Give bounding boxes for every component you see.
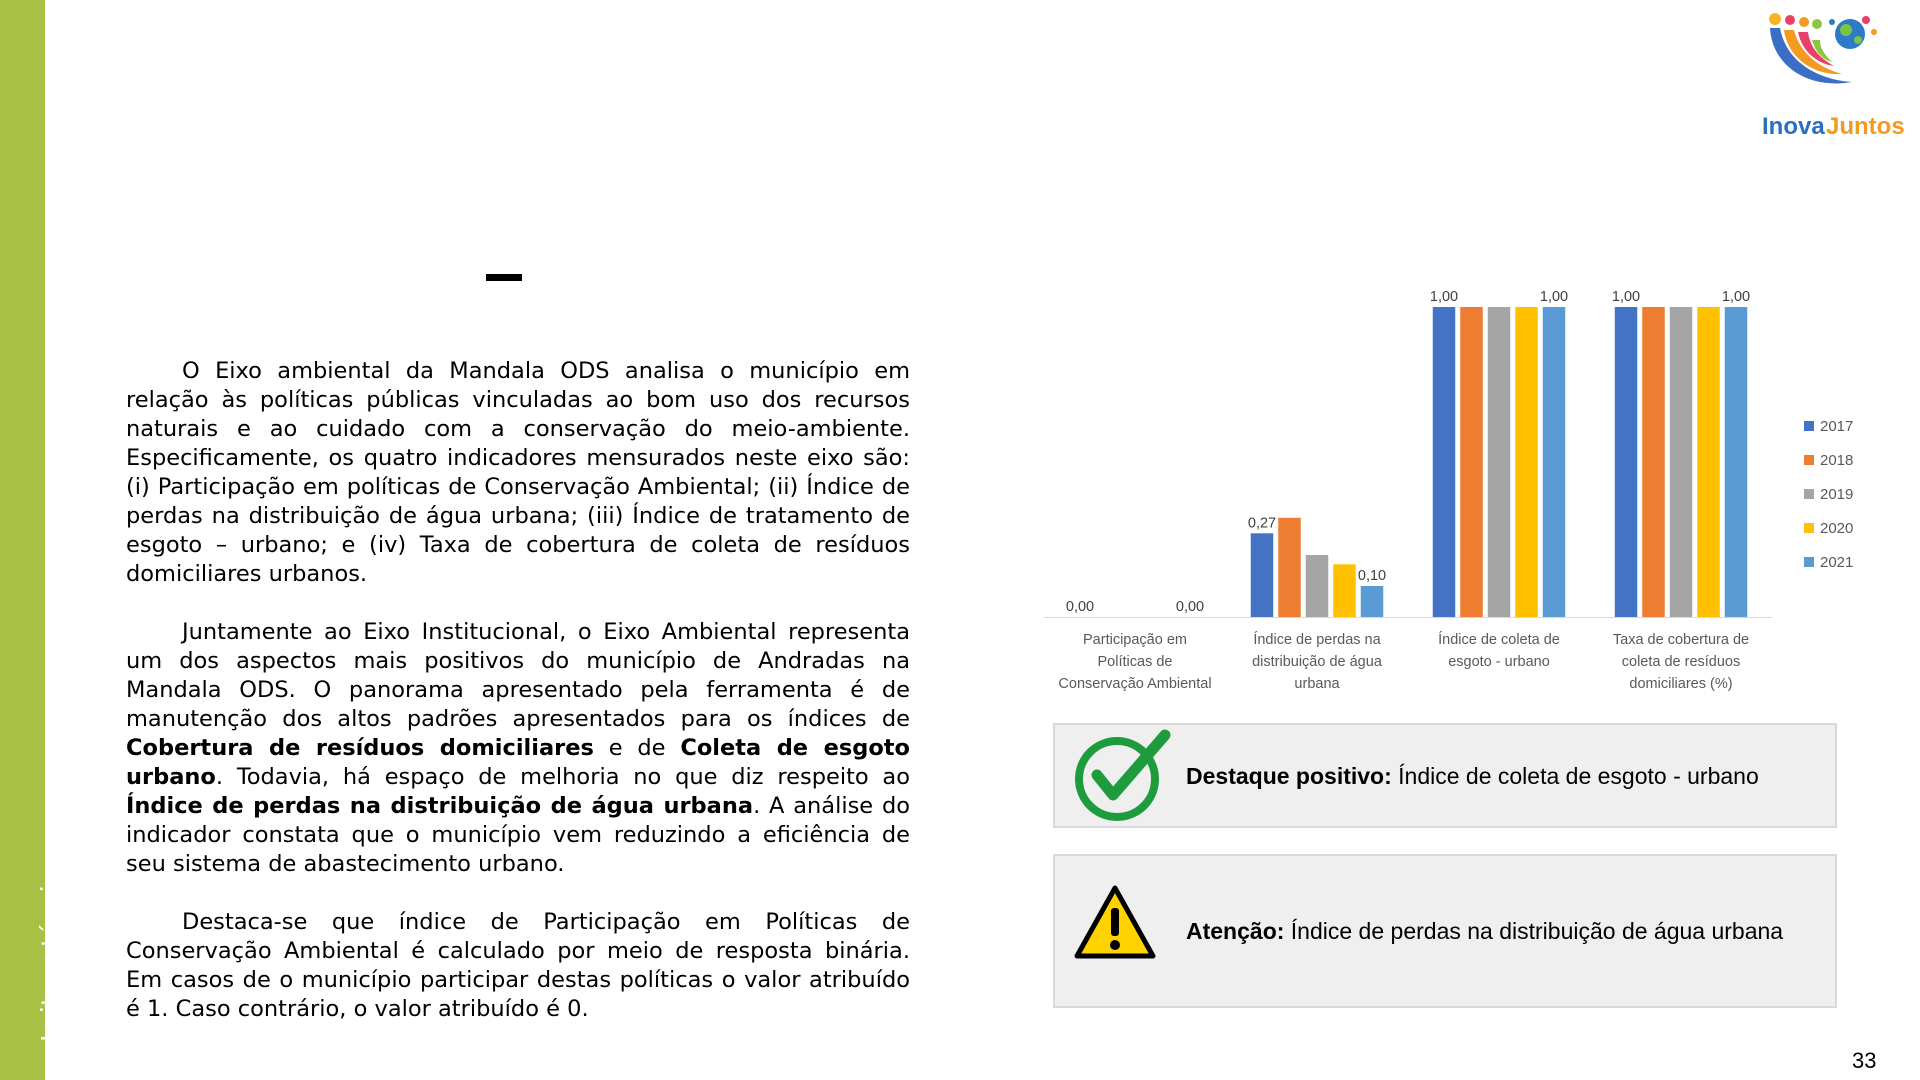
bar-2021-cat2 <box>1543 307 1566 617</box>
paragraph-2-text: Juntamente ao Eixo Institucional, o Eixo Ambiental representa um dos aspectos mais positivos do município de Andradas na Mandala ODS. O panorama apresentado pela ferramenta é de manutenção dos altos padrões apresentados para os índices de <box>126 619 910 732</box>
data-label-2021-cat2: 1,00 <box>1539 289 1569 305</box>
legend-swatch-2020 <box>1804 523 1814 533</box>
data-label-2017-cat1: 0,27 <box>1247 515 1277 532</box>
paragraph-2-text: . A análise do indicador constata que o município vem reduzindo a eficiência de seu sistema de abastecimento urbano. <box>126 793 911 877</box>
bar-2018-cat3 <box>1642 307 1665 617</box>
bar-chart <box>1030 280 1854 700</box>
data-label-2021-cat3: 1,00 <box>1721 289 1751 305</box>
data-label-2017-cat3: 1,00 <box>1611 289 1641 305</box>
legend-label-2020: 2020 <box>1820 520 1854 537</box>
bar-2017-cat3 <box>1615 307 1638 617</box>
highlight-residuos: Cobertura de resíduos domiciliares <box>126 735 594 761</box>
attention-box <box>1053 854 1837 1008</box>
logo-text-juntos: Juntos <box>1826 113 1905 140</box>
data-label-2021-cat0: 0,00 <box>1175 599 1205 615</box>
attention-text <box>1186 918 1783 945</box>
sidebar-band <box>0 0 65 1080</box>
bar-2021-cat1 <box>1361 586 1384 617</box>
bar-2019-cat3 <box>1670 307 1693 617</box>
inova-juntos-logo <box>1762 10 1912 138</box>
heading-dash <box>486 274 522 281</box>
legend-label-2019: 2019 <box>1820 486 1854 503</box>
positive-highlight-box <box>1053 723 1837 828</box>
bar-2018-cat2 <box>1460 307 1483 617</box>
bar-2017-cat2 <box>1433 307 1456 617</box>
warning-icon <box>1073 884 1157 960</box>
x-tick-label-3: Taxa de cobertura de coleta de resíduos domiciliares (%) <box>1612 632 1750 692</box>
highlight-esgoto: Coleta de esgoto urbano <box>126 735 910 790</box>
legend-swatch-2021 <box>1804 557 1814 567</box>
positive-highlight-value: Índice de coleta de esgoto - urbano <box>1391 763 1759 789</box>
legend-label-2018: 2018 <box>1820 452 1854 469</box>
bar-2020-cat2 <box>1515 307 1538 617</box>
bar-2020-cat1 <box>1333 564 1356 617</box>
legend-swatch-2017 <box>1804 421 1814 431</box>
bar-2017-cat1 <box>1251 533 1274 617</box>
bar-2019-cat2 <box>1488 307 1511 617</box>
data-label-2017-cat2: 1,00 <box>1429 289 1459 305</box>
paragraph-2-text: e de <box>593 735 681 761</box>
legend-swatch-2019 <box>1804 489 1814 499</box>
bar-2021-cat3 <box>1725 307 1748 617</box>
attention-value: Índice de perdas na distribuição de água urbana <box>1284 918 1784 944</box>
paragraph-2-text: . Todavia, há espaço de melhoria no que diz respeito ao <box>215 764 910 790</box>
positive-highlight-text <box>1186 763 1759 790</box>
bar-2020-cat3 <box>1697 307 1720 617</box>
x-tick-label-0: Participação em Políticas de Conservação Ambiental <box>1058 632 1212 692</box>
page-number: 33 <box>1852 1048 1877 1073</box>
positive-highlight-label: Destaque positivo: <box>1186 763 1392 789</box>
attention-label: Atenção: <box>1186 918 1285 944</box>
paragraph-2 <box>126 618 910 879</box>
checkmark-icon <box>1073 729 1173 823</box>
bar-2018-cat1 <box>1278 518 1301 617</box>
legend-label-2021: 2021 <box>1820 554 1854 571</box>
paragraph-3: Destaca-se que índice de Participação em Políticas de Conservação Ambiental é calculado por meio de resposta binária. Em casos de o município participar destas políticas o valor atribuído é 1. Caso contrário, o valor atribuído é 0. <box>126 909 910 1022</box>
legend-swatch-2018 <box>1804 455 1814 465</box>
data-label-2021-cat1: 0,10 <box>1357 568 1387 584</box>
paragraph-1: O Eixo ambiental da Mandala ODS analisa o município em relação às políticas públicas vinculadas ao bom uso dos recursos naturais e ao cuidado com a conservação do meio-ambiente. Especificamente, os quatro indicadores mensurados neste eixo são: (i) Participação em políticas de Conservação Ambiental; (ii) Índice de perdas na distribuição de água urbana; (iii) Índice de tratamento de esgoto – urbano; e (iv) Taxa de cobertura de coleta de resíduos domiciliares urbanos. <box>126 358 910 587</box>
legend-label-2017: 2017 <box>1820 418 1854 435</box>
highlight-perdas: Índice de perdas na distribuição de água urbana <box>126 793 754 819</box>
sidebar-label: Leitura técnica <box>36 856 65 1042</box>
x-tick-label-1: Índice de perdas na distribuição de água urbana <box>1252 632 1382 692</box>
bar-2019-cat1 <box>1306 555 1329 617</box>
logo-text-inova: Inova <box>1762 113 1825 140</box>
data-label-2017-cat0: 0,00 <box>1065 599 1095 615</box>
body-text <box>126 357 910 1053</box>
x-tick-label-2: Índice de coleta de esgoto - urbano <box>1438 632 1560 670</box>
